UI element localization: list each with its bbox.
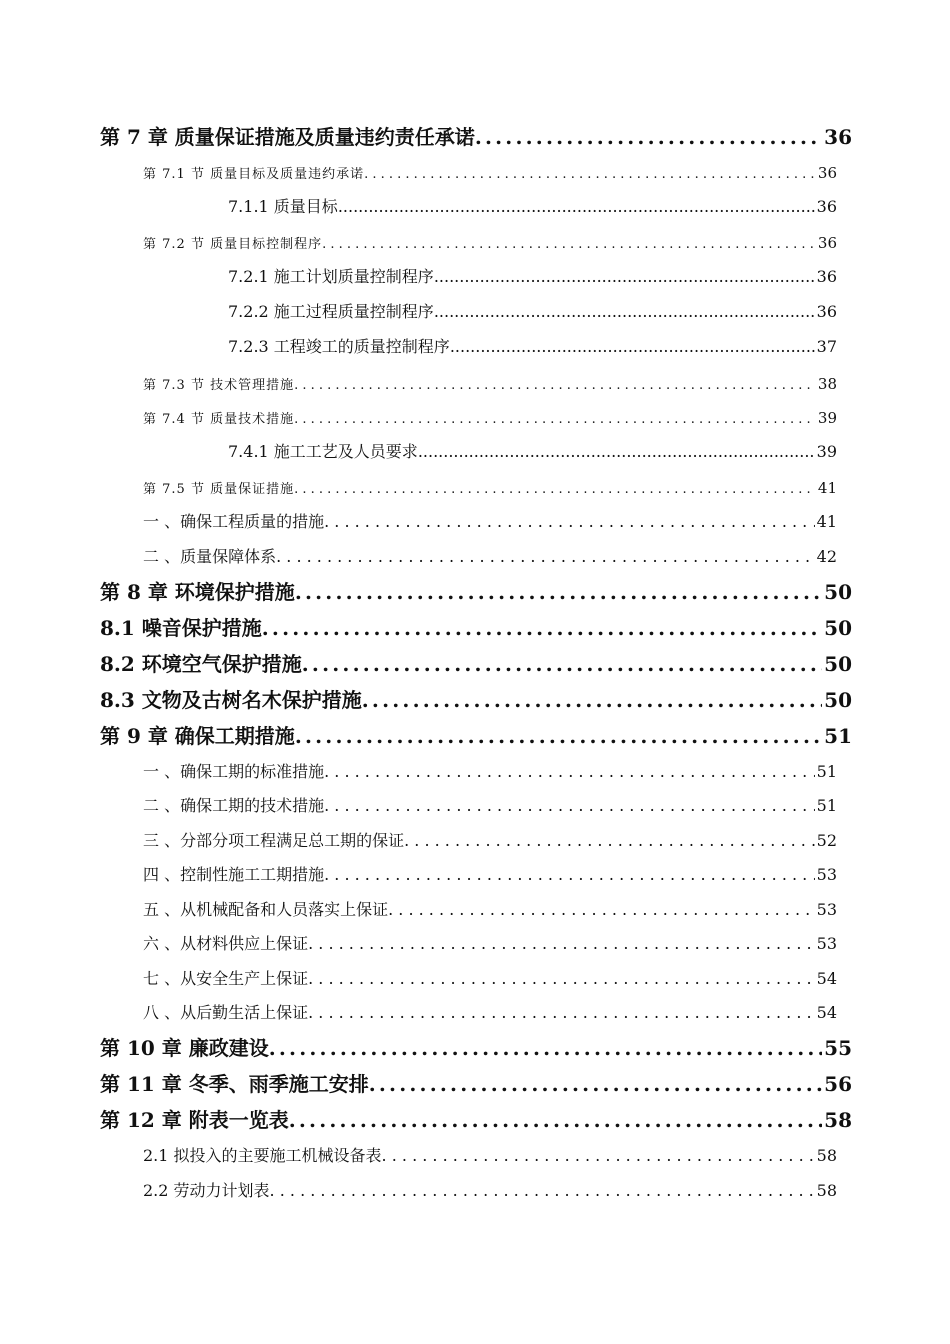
- toc-entry-page: 50: [824, 688, 852, 712]
- toc-entry-page: 39: [817, 409, 837, 427]
- toc-entry-page: 36: [824, 125, 852, 149]
- toc-entry-label: 三 、分部分项工程满足总工期的保证: [143, 831, 405, 850]
- dot-leader: [294, 374, 816, 396]
- toc-entry-page: 36: [817, 164, 837, 182]
- dot-leader: [450, 334, 815, 360]
- toc-entry-label: 七 、从安全生产上保证: [143, 969, 309, 988]
- toc-entry-page: 51: [816, 796, 837, 815]
- dot-leader: [294, 408, 816, 430]
- dot-leader: [338, 194, 815, 220]
- toc-entry-label: 第 7.1 节 质量目标及质量违约承诺: [143, 167, 365, 182]
- dot-leader: [369, 1069, 822, 1099]
- toc-entry-chapter-7[interactable]: [0, 122, 852, 152]
- dot-leader: [270, 1178, 815, 1204]
- toc-entry-item[interactable]: [0, 931, 837, 957]
- toc-entry-label: 7.2.1 施工计划质量控制程序: [228, 267, 434, 286]
- dot-leader: [269, 1033, 822, 1063]
- dot-leader: [382, 1143, 815, 1169]
- toc-entry-label: 四 、控制性施工工期措施: [143, 865, 325, 884]
- toc-entry-label: 第 11 章 冬季、雨季施工安排: [100, 1072, 369, 1096]
- toc-entry-page: 37: [816, 337, 837, 356]
- toc-entry-page: 36: [816, 302, 837, 321]
- toc-entry-label: 第 9 章 确保工期措施: [100, 724, 295, 748]
- toc-entry-section-7-4[interactable]: [0, 406, 837, 430]
- toc-entry-item[interactable]: [0, 862, 837, 888]
- toc-entry-label: 二 、确保工期的技术措施: [143, 796, 325, 815]
- toc-entry-chapter-11[interactable]: [0, 1069, 852, 1099]
- toc-entry-page: 53: [816, 934, 837, 953]
- toc-entry-page: 58: [816, 1181, 837, 1200]
- toc-entry-7-2-2[interactable]: [0, 299, 837, 325]
- toc-entry-page: 50: [824, 580, 852, 604]
- dot-leader: [324, 759, 815, 785]
- dot-leader: [295, 721, 822, 751]
- toc-entry-7-4-1[interactable]: [0, 439, 837, 465]
- dot-leader: [364, 163, 816, 185]
- toc-entry-page: 42: [816, 547, 837, 566]
- dot-leader: [262, 613, 822, 643]
- dot-leader: [388, 897, 815, 923]
- toc-entry-label: 五 、从机械配备和人员落实上保证: [143, 900, 389, 919]
- toc-entry-label: 8.2 环境空气保护措施: [100, 652, 302, 676]
- toc-entry-item[interactable]: [0, 509, 837, 535]
- toc-entry-8-3[interactable]: [0, 685, 852, 715]
- toc-entry-page: 36: [816, 267, 837, 286]
- toc-entry-item[interactable]: [0, 1178, 837, 1204]
- toc-entry-label: 一 、确保工程质量的措施: [143, 512, 325, 531]
- toc-entry-7-2-3[interactable]: [0, 334, 837, 360]
- dot-leader: [295, 577, 822, 607]
- dot-leader: [418, 439, 815, 465]
- dot-leader: [294, 478, 816, 500]
- toc-entry-page: 36: [817, 234, 837, 252]
- toc-entry-page: 58: [816, 1146, 837, 1165]
- dot-leader: [308, 966, 815, 992]
- toc-entry-item[interactable]: [0, 759, 837, 785]
- toc-entry-label: 第 7.2 节 质量目标控制程序: [143, 237, 323, 252]
- toc-entry-label: 2.1 拟投入的主要施工机械设备表: [143, 1146, 382, 1165]
- toc-entry-page: 41: [816, 512, 837, 531]
- dot-leader: [324, 862, 815, 888]
- toc-entry-page: 39: [816, 442, 837, 461]
- toc-entry-page: 51: [816, 762, 837, 781]
- dot-leader: [322, 233, 816, 255]
- toc-entry-item[interactable]: [0, 966, 837, 992]
- toc-entry-page: 41: [817, 479, 837, 497]
- dot-leader: [362, 685, 822, 715]
- toc-entry-page: 51: [824, 724, 852, 748]
- toc-entry-label: 第 7.3 节 技术管理措施: [143, 378, 295, 393]
- toc-entry-page: 50: [824, 652, 852, 676]
- toc-entry-chapter-12[interactable]: [0, 1105, 852, 1135]
- toc-entry-page: 53: [816, 865, 837, 884]
- toc-entry-label: 2.2 劳动力计划表: [143, 1181, 270, 1200]
- toc-entry-label: 二 、质量保障体系: [143, 547, 277, 566]
- toc-entry-page: 55: [824, 1036, 852, 1060]
- dot-leader: [308, 931, 815, 957]
- toc-entry-item[interactable]: [0, 1000, 837, 1026]
- dot-leader: [434, 299, 815, 325]
- toc-entry-label: 7.2.2 施工过程质量控制程序: [228, 302, 434, 321]
- toc-entry-label: 8.1 噪音保护措施: [100, 616, 262, 640]
- toc-entry-label: 第 10 章 廉政建设: [100, 1036, 269, 1060]
- toc-entry-page: 36: [816, 197, 837, 216]
- toc-entry-section-7-3[interactable]: [0, 372, 837, 396]
- toc-entry-8-2[interactable]: [0, 649, 852, 679]
- toc-entry-7-1-1[interactable]: [0, 194, 837, 220]
- dot-leader: [434, 264, 815, 290]
- toc-entry-label: 第 7 章 质量保证措施及质量违约责任承诺: [100, 125, 475, 149]
- dot-leader: [289, 1105, 822, 1135]
- dot-leader: [302, 649, 822, 679]
- dot-leader: [404, 828, 815, 854]
- toc-entry-label: 8.3 文物及古树名木保护措施: [100, 688, 362, 712]
- dot-leader: [276, 544, 815, 570]
- toc-entry-label: 六 、从材料供应上保证: [143, 934, 309, 953]
- toc-entry-8-1[interactable]: [0, 613, 852, 643]
- dot-leader: [324, 509, 815, 535]
- toc-entry-chapter-9[interactable]: [0, 721, 852, 751]
- toc-entry-page: 56: [824, 1072, 852, 1096]
- toc-entry-section-7-5[interactable]: [0, 476, 837, 500]
- toc-entry-section-7-1[interactable]: [0, 161, 837, 185]
- toc-entry-item[interactable]: [0, 793, 837, 819]
- toc-entry-chapter-8[interactable]: [0, 577, 852, 607]
- toc-entry-page: 54: [816, 969, 837, 988]
- toc-entry-item[interactable]: [0, 828, 837, 854]
- toc-entry-label: 第 7.4 节 质量技术措施: [143, 412, 295, 427]
- dot-leader: [475, 122, 822, 152]
- toc-entry-label: 7.2.3 工程竣工的质量控制程序: [228, 337, 450, 356]
- toc-entry-7-2-1[interactable]: [0, 264, 837, 290]
- toc-entry-label: 八 、从后勤生活上保证: [143, 1003, 309, 1022]
- toc-entry-section-7-2[interactable]: [0, 231, 837, 255]
- toc-entry-label: 一 、确保工期的标准措施: [143, 762, 325, 781]
- toc-entry-page: 50: [824, 616, 852, 640]
- toc-entry-item[interactable]: [0, 544, 837, 570]
- dot-leader: [324, 793, 815, 819]
- toc-entry-page: 53: [816, 900, 837, 919]
- toc-entry-item[interactable]: [0, 897, 837, 923]
- toc-entry-label: 7.1.1 质量目标: [228, 197, 338, 216]
- toc-entry-page: 54: [816, 1003, 837, 1022]
- toc-entry-label: 第 7.5 节 质量保证措施: [143, 482, 295, 497]
- toc-entry-label: 7.4.1 施工工艺及人员要求: [228, 442, 418, 461]
- toc-entry-page: 52: [816, 831, 837, 850]
- toc-entry-item[interactable]: [0, 1143, 837, 1169]
- toc-entry-label: 第 8 章 环境保护措施: [100, 580, 295, 604]
- toc-entry-label: 第 12 章 附表一览表: [100, 1108, 289, 1132]
- toc-entry-page: 38: [817, 375, 837, 393]
- toc-entry-page: 58: [824, 1108, 852, 1132]
- toc-entry-chapter-10[interactable]: [0, 1033, 852, 1063]
- dot-leader: [308, 1000, 815, 1026]
